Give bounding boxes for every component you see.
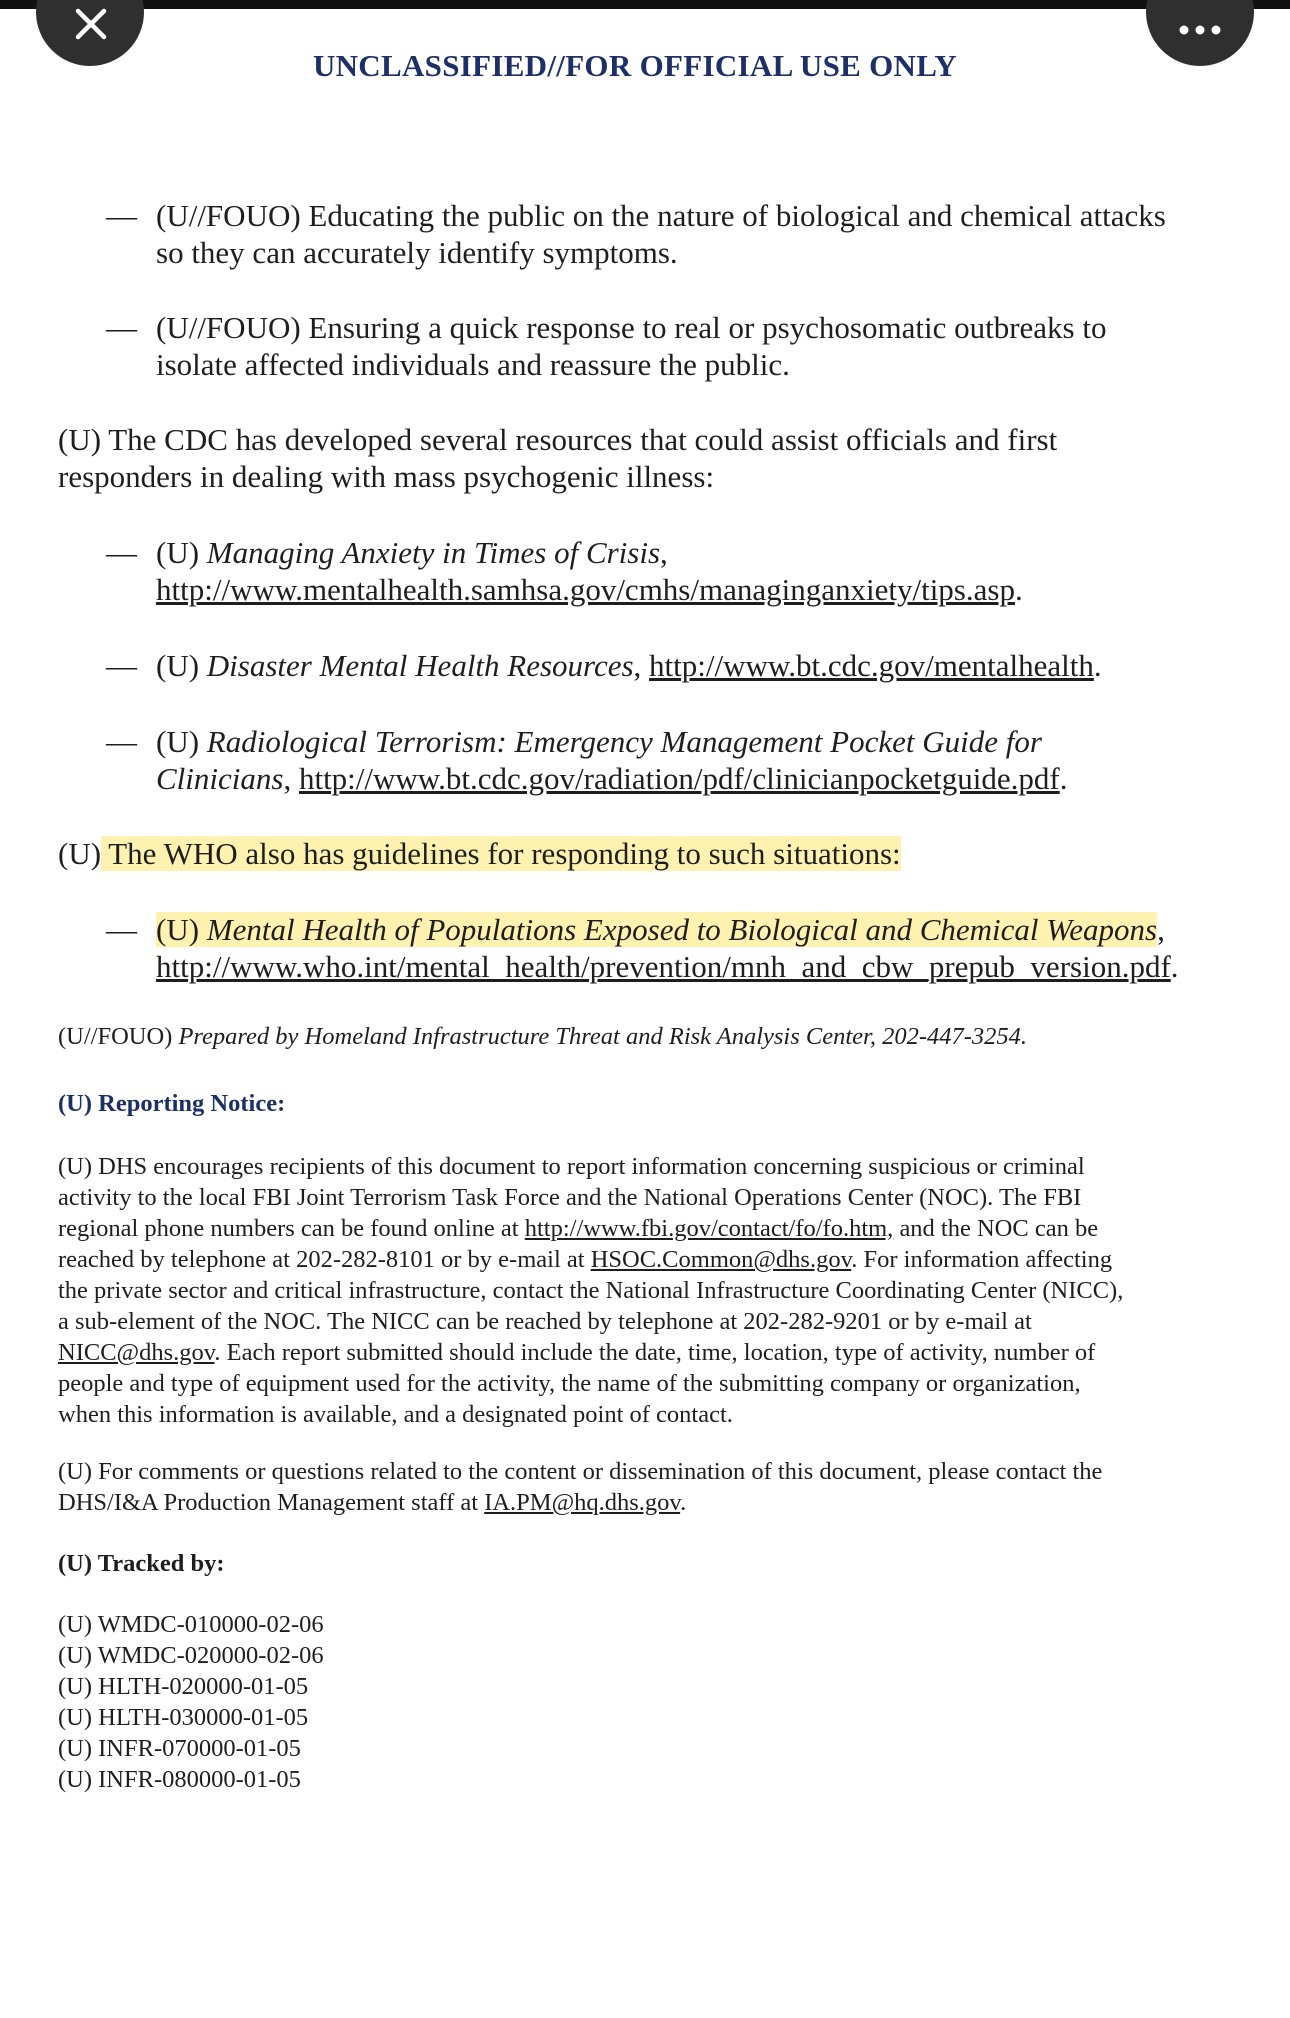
more-icon xyxy=(1170,15,1230,45)
cdc-resource-3-link-line: Clinicians, http://www.bt.cdc.gov/radiation/pdf/clinicianpocketguide.pdf. xyxy=(156,761,1068,796)
cdc-resource-2-link[interactable]: http://www.bt.cdc.gov/mentalhealth xyxy=(649,648,1094,683)
reporting-notice-line8: people and type of equipment used for the activity, the name of the submitting company or organization, xyxy=(58,1370,1081,1397)
bullet-dash: — xyxy=(106,310,137,345)
reporting-notice-line9: when this information is available, and a designated point of contact. xyxy=(58,1401,733,1428)
cdc-resource-1-title: Managing Anxiety in Times of Crisis xyxy=(206,535,661,570)
prepared-by-line: (U//FOUO) Prepared by Homeland Infrastructure Threat and Risk Analysis Center, 202-447-3254. xyxy=(58,1023,1028,1050)
bullet-dash: — xyxy=(106,912,137,947)
tracked-by-item: (U) INFR-080000-01-05 xyxy=(58,1766,301,1793)
reporting-notice-line6: a sub-element of the NOC. The NICC can be reached by telephone at 202-282-9201 or by e-mail at xyxy=(58,1308,1032,1335)
bullet-dash: — xyxy=(106,724,137,759)
bullet-public-1-line1: (U//FOUO) Educating the public on the nature of biological and chemical attacks xyxy=(156,198,1166,233)
classification-header: UNCLASSIFIED//FOR OFFICIAL USE ONLY xyxy=(312,48,958,83)
tracked-by-item: (U) WMDC-010000-02-06 xyxy=(58,1611,324,1638)
reporting-notice-line3: regional phone numbers can be found online at http://www.fbi.gov/contact/fo/fo.htm, and the NOC can be xyxy=(58,1215,1099,1242)
who-resource-link-line: http://www.who.int/mental_health/prevention/mnh_and_cbw_prepub_version.pdf. xyxy=(156,949,1179,984)
cdc-resource-3-title-line1: Radiological Terrorism: Emergency Management Pocket Guide for xyxy=(206,724,1042,759)
cdc-resource-2-title: Disaster Mental Health Resources xyxy=(206,648,634,683)
reporting-notice-heading: (U) Reporting Notice: xyxy=(58,1090,286,1117)
bullet-dash: — xyxy=(106,198,137,233)
reporting-notice-line4: reached by telephone at 202-282-8101 or by e-mail at HSOC.Common@dhs.gov. For information affecting xyxy=(58,1246,1113,1273)
tracked-by-item: (U) INFR-070000-01-05 xyxy=(58,1735,301,1762)
tracked-by-item: (U) HLTH-030000-01-05 xyxy=(58,1704,309,1731)
cdc-resource-3-link[interactable]: http://www.bt.cdc.gov/radiation/pdf/clinicianpocketguide.pdf xyxy=(298,761,1060,796)
cdc-intro-line1: (U) The CDC has developed several resources that could assist officials and first xyxy=(58,422,1058,457)
cdc-resource-3-title-line2: Clinicians xyxy=(156,761,284,796)
bullet-public-2-line2: isolate affected individuals and reassure the public. xyxy=(156,347,790,382)
reporting-notice-line7: NICC@dhs.gov. Each report submitted should include the date, time, location, type of activity, number of xyxy=(58,1339,1096,1366)
bullet-public-2-line1: (U//FOUO) Ensuring a quick response to real or psychosomatic outbreaks to xyxy=(156,310,1107,345)
cdc-intro-line2: responders in dealing with mass psychogenic illness: xyxy=(58,459,715,494)
comments-line2: DHS/I&A Production Management staff at IA.PM@hq.dhs.gov. xyxy=(58,1489,687,1516)
top-status-bar xyxy=(0,0,1290,9)
reporting-notice-line2: activity to the local FBI Joint Terrorism Task Force and the National Operations Center (NOC). The FBI xyxy=(58,1184,1082,1211)
bullet-public-1-line2: so they can accurately identify symptoms. xyxy=(156,235,678,270)
who-intro: (U) The WHO also has guidelines for responding to such situations: xyxy=(58,836,901,871)
tracked-by-item: (U) HLTH-020000-01-05 xyxy=(58,1673,309,1700)
cdc-resource-1-title-line: (U) Managing Anxiety in Times of Crisis, xyxy=(156,535,668,570)
reporting-notice-line1: (U) DHS encourages recipients of this document to report information concerning suspicious or criminal xyxy=(58,1153,1085,1180)
fbi-contact-link[interactable]: http://www.fbi.gov/contact/fo/fo.htm, xyxy=(524,1215,894,1242)
ia-pm-email-link[interactable]: IA.PM@hq.dhs.gov xyxy=(484,1489,681,1516)
who-intro-highlight: The WHO also has guidelines for responding to such situations: xyxy=(101,836,901,871)
nicc-email-link[interactable]: NICC@dhs.gov xyxy=(58,1339,215,1366)
reporting-notice-line5: the private sector and critical infrastructure, contact the National Infrastructure Coordinating Center (NICC), xyxy=(58,1277,1124,1304)
tracked-by-item: (U) WMDC-020000-02-06 xyxy=(58,1642,324,1669)
cdc-resource-2-line: (U) Disaster Mental Health Resources, http://www.bt.cdc.gov/mentalhealth. xyxy=(156,648,1102,683)
who-resource-title: Mental Health of Populations Exposed to Biological and Chemical Weapons xyxy=(206,912,1158,947)
bullet-dash: — xyxy=(106,535,137,570)
bullet-dash: — xyxy=(106,648,137,683)
cdc-resource-1-link[interactable]: http://www.mentalhealth.samhsa.gov/cmhs/managinganxiety/tips.asp xyxy=(156,572,1015,607)
cdc-resource-3-title-line: (U) Radiological Terrorism: Emergency Management Pocket Guide for xyxy=(156,724,1042,759)
tracked-by-heading: (U) Tracked by: xyxy=(58,1550,225,1577)
comments-line1: (U) For comments or questions related to the content or dissemination of this document, please contact the xyxy=(58,1458,1103,1485)
who-resource-link[interactable]: http://www.who.int/mental_health/prevention/mnh_and_cbw_prepub_version.pdf xyxy=(156,949,1171,984)
cdc-resource-1-link-line: http://www.mentalhealth.samhsa.gov/cmhs/managinganxiety/tips.asp. xyxy=(156,572,1023,607)
hsoc-email-link[interactable]: HSOC.Common@dhs.gov xyxy=(590,1246,852,1273)
prepared-by-text: Prepared by Homeland Infrastructure Threat and Risk Analysis Center, 202-447-3254. xyxy=(178,1023,1028,1050)
who-resource-title-line: (U) Mental Health of Populations Exposed to Biological and Chemical Weapons, xyxy=(156,912,1165,947)
